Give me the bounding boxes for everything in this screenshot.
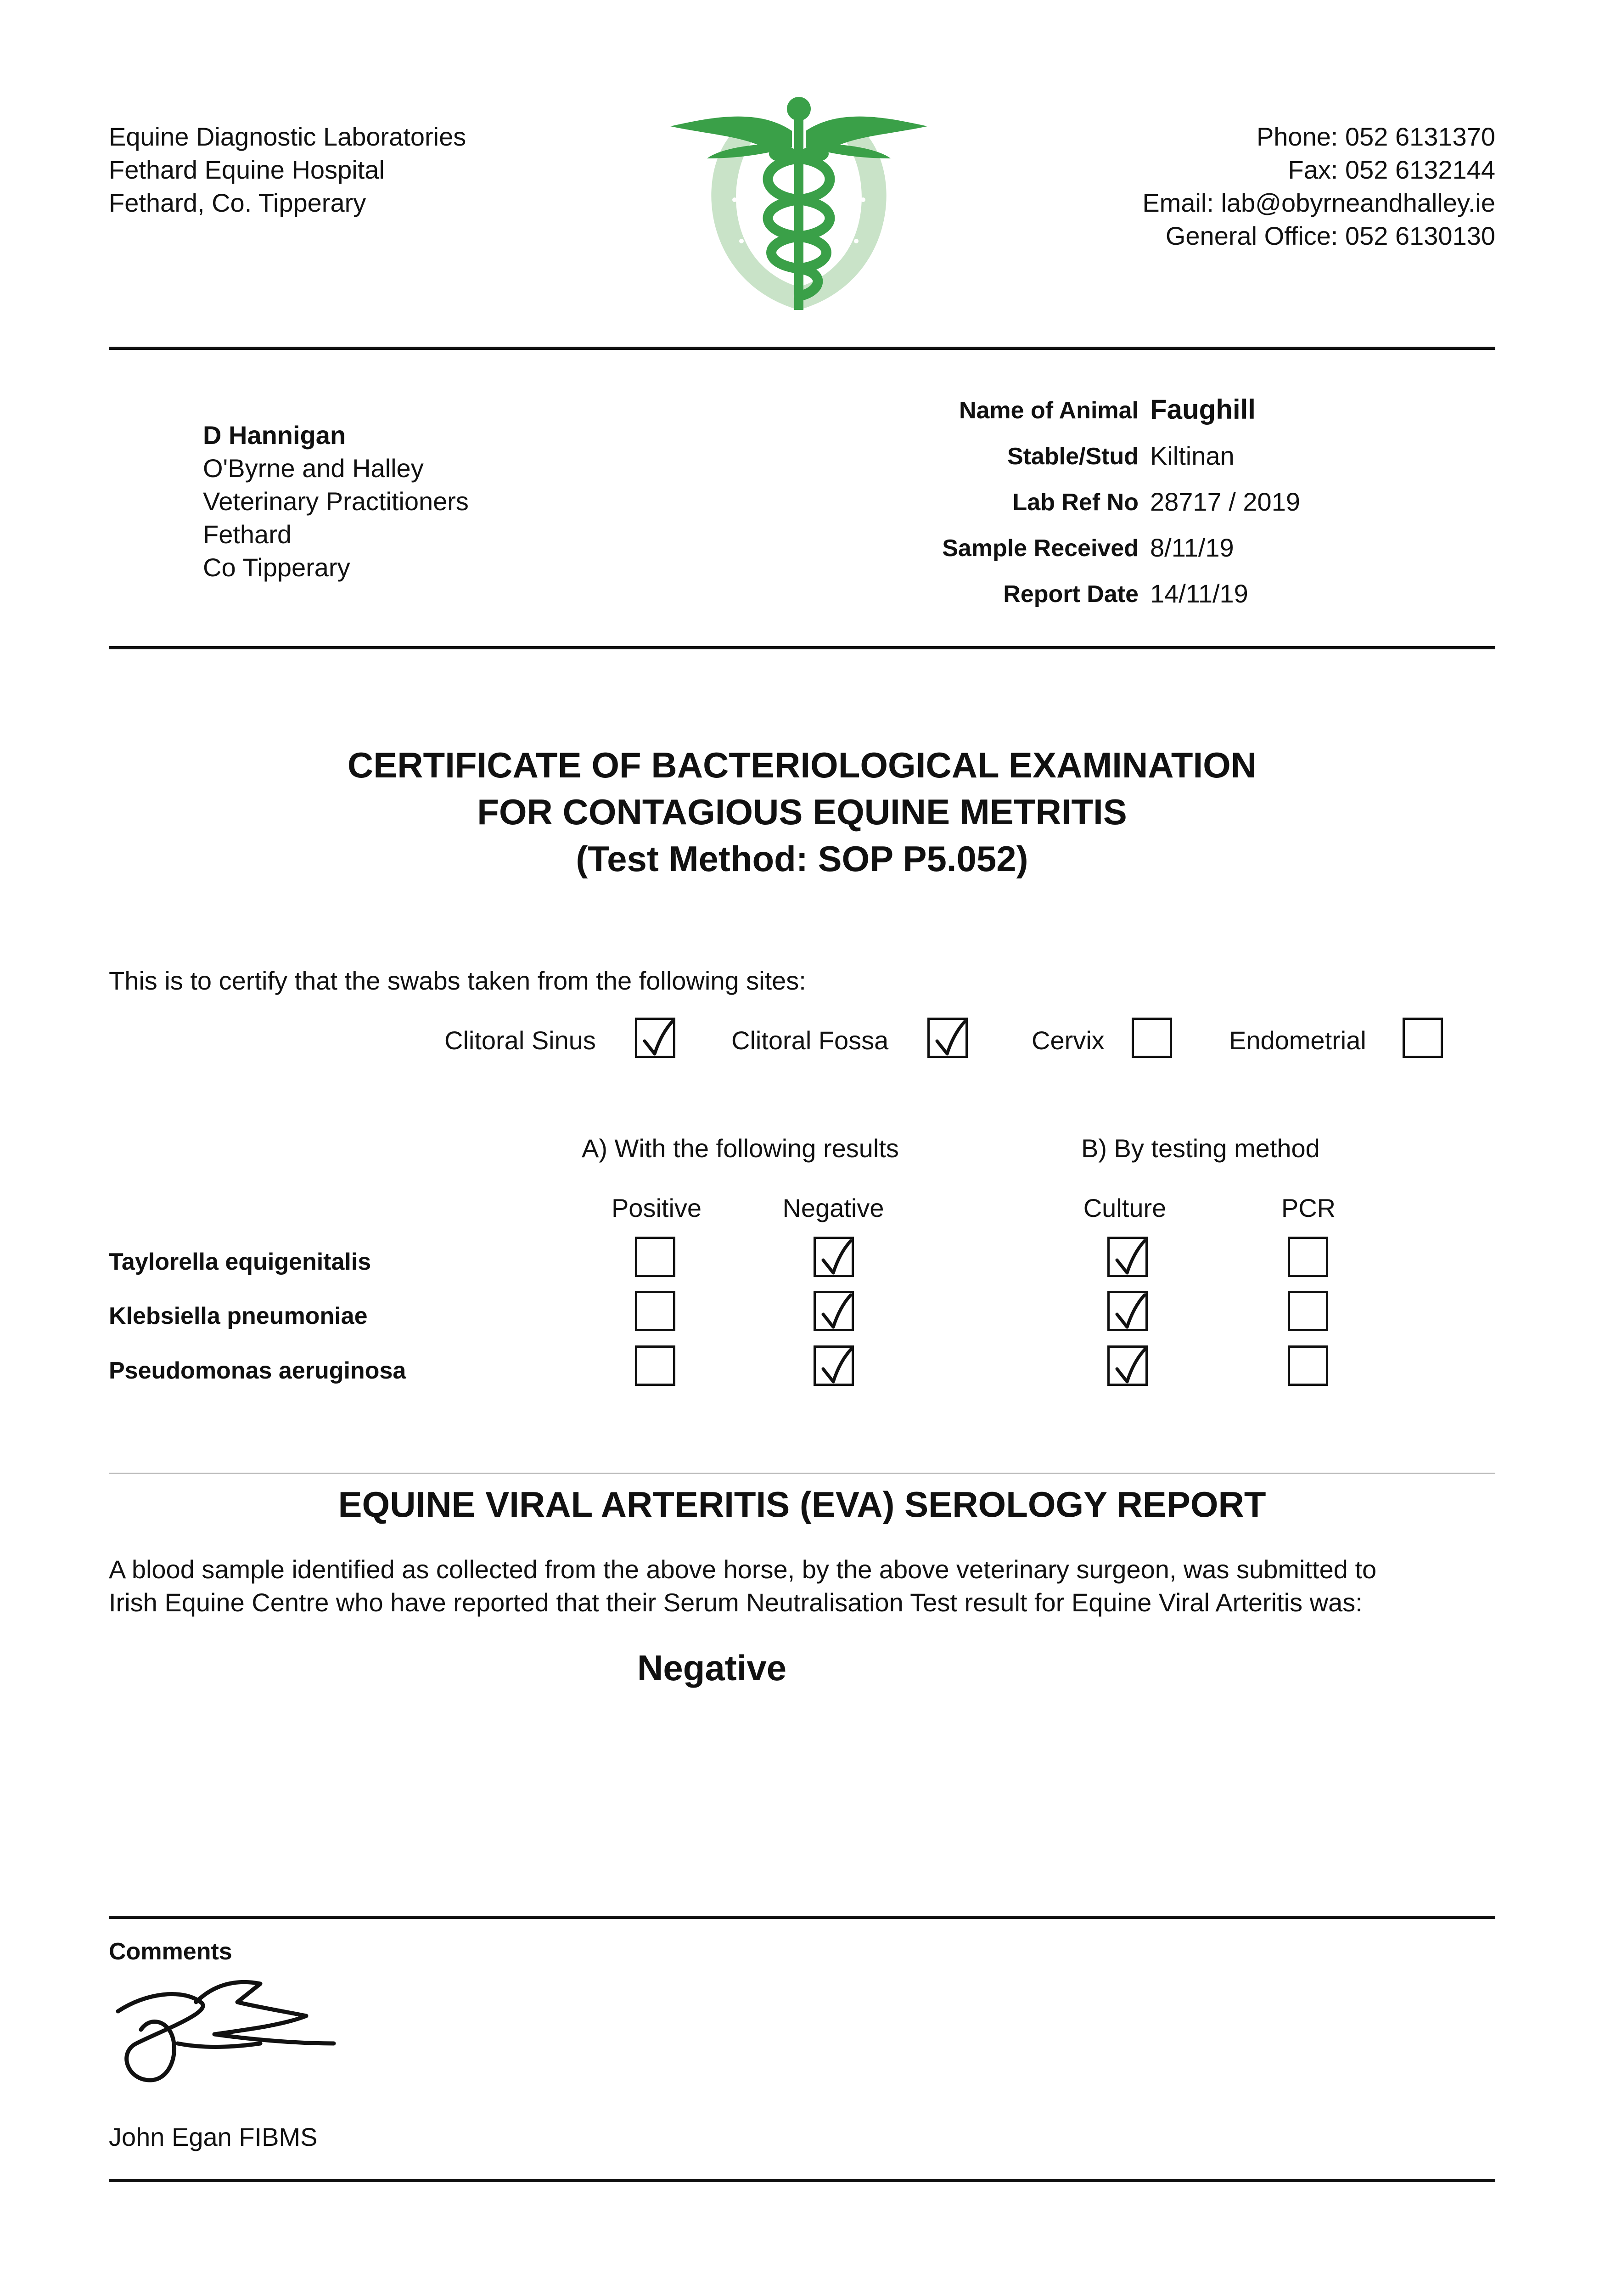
- recipient-line3: Fethard: [203, 520, 292, 549]
- caduceus-logo: [666, 90, 932, 319]
- detail-row: [872, 391, 1469, 437]
- lab-email[interactable]: Email: lab@obyrneandhalley.ie: [1142, 188, 1495, 217]
- detail-label: Sample Received: [942, 535, 1139, 562]
- result-positive-checkbox[interactable]: [635, 1237, 675, 1277]
- site-label-cervix: Cervix: [1032, 1026, 1105, 1055]
- comments-label: Comments: [109, 1938, 232, 1965]
- report-date-value: 14/11/19: [1150, 579, 1248, 608]
- signature: [109, 1975, 348, 2094]
- checkmark-icon: [815, 1345, 856, 1389]
- animal-name: Faughill: [1150, 394, 1256, 425]
- column-culture: Culture: [1083, 1193, 1167, 1222]
- certificate-title-line1: CERTIFICATE OF BACTERIOLOGICAL EXAMINATION: [347, 745, 1257, 785]
- organism-name: Pseudomonas aeruginosa: [109, 1357, 406, 1384]
- column-pcr: PCR: [1281, 1193, 1336, 1222]
- detail-label: Report Date: [1003, 581, 1139, 608]
- site-label-clitoral-fossa: Clitoral Fossa: [731, 1026, 889, 1055]
- eva-description-line2: Irish Equine Centre who have reported that their Serum Neutralisation Test result for Equine Viral Arteritis was:: [109, 1588, 1363, 1617]
- detail-label: Name of Animal: [959, 397, 1139, 424]
- lab-ref-value: 28717 / 2019: [1150, 487, 1300, 516]
- section-divider: [109, 1473, 1495, 1474]
- method-culture-checkbox[interactable]: [1107, 1237, 1148, 1277]
- detail-label: Lab Ref No: [1012, 489, 1139, 516]
- lab-hospital: Fethard Equine Hospital: [109, 155, 385, 184]
- eva-description-line1: A blood sample identified as collected from the above horse, by the above veterinary surgeon, was submitted to: [109, 1555, 1377, 1584]
- comments-divider: [109, 1916, 1495, 1919]
- organism-name: Taylorella equigenitalis: [109, 1249, 371, 1275]
- certificate-title: [109, 742, 1495, 882]
- checkmark-icon: [929, 1017, 970, 1061]
- site-checkbox-clitoral-fossa[interactable]: [927, 1018, 968, 1058]
- method-pcr-checkbox[interactable]: [1288, 1345, 1328, 1386]
- organism-name: Klebsiella pneumoniae: [109, 1303, 368, 1329]
- checkmark-icon: [1109, 1345, 1150, 1389]
- eva-result: Negative: [637, 1648, 787, 1688]
- header-divider: [109, 347, 1495, 350]
- detail-row: [872, 529, 1469, 575]
- method-pcr-checkbox[interactable]: [1288, 1291, 1328, 1331]
- lab-phone: Phone: 052 6131370: [1256, 122, 1495, 151]
- site-label-clitoral-sinus: Clitoral Sinus: [444, 1026, 596, 1055]
- signatory-name: John Egan FIBMS: [109, 2122, 318, 2151]
- detail-row: [872, 483, 1469, 529]
- method-culture-checkbox[interactable]: [1107, 1345, 1148, 1386]
- certificate-intro: This is to certify that the swabs taken from the following sites:: [109, 966, 806, 995]
- site-checkbox-cervix[interactable]: [1132, 1018, 1172, 1058]
- certificate-title-line3: (Test Method: SOP P5.052): [576, 838, 1028, 879]
- checkmark-icon: [1109, 1290, 1150, 1334]
- result-positive-checkbox[interactable]: [635, 1345, 675, 1386]
- method-pcr-checkbox[interactable]: [1288, 1237, 1328, 1277]
- checkmark-icon: [815, 1236, 856, 1280]
- column-negative: Negative: [782, 1193, 884, 1222]
- checkmark-icon: [636, 1017, 678, 1061]
- recipient-line2: Veterinary Practitioners: [203, 487, 469, 516]
- lab-town: Fethard, Co. Tipperary: [109, 188, 366, 217]
- lab-fax: Fax: 052 6132144: [1288, 155, 1495, 184]
- detail-row: [872, 575, 1469, 621]
- result-positive-checkbox[interactable]: [635, 1291, 675, 1331]
- animal-details: [872, 391, 1469, 621]
- lab-name: Equine Diagnostic Laboratories: [109, 122, 466, 151]
- recipient-line4: Co Tipperary: [203, 553, 350, 582]
- eva-description: [109, 1553, 1376, 1619]
- result-negative-checkbox[interactable]: [814, 1345, 854, 1386]
- detail-row: [872, 437, 1469, 483]
- recipient-line1: O'Byrne and Halley: [203, 454, 424, 483]
- certificate-title-line2: FOR CONTAGIOUS EQUINE METRITIS: [477, 792, 1127, 832]
- checkmark-icon: [1109, 1236, 1150, 1280]
- detail-label: Stable/Stud: [1007, 443, 1139, 470]
- footer-divider: [109, 2179, 1495, 2182]
- site-label-endometrial: Endometrial: [1229, 1026, 1366, 1055]
- checkmark-icon: [815, 1290, 856, 1334]
- details-divider: [109, 646, 1495, 649]
- method-heading: B) By testing method: [1081, 1134, 1320, 1163]
- site-checkbox-clitoral-sinus[interactable]: [635, 1018, 675, 1058]
- sample-received-value: 8/11/19: [1150, 533, 1234, 562]
- eva-title: EQUINE VIRAL ARTERITIS (EVA) SEROLOGY REPORT: [338, 1484, 1266, 1525]
- result-negative-checkbox[interactable]: [814, 1291, 854, 1331]
- method-culture-checkbox[interactable]: [1107, 1291, 1148, 1331]
- recipient-address: [203, 419, 469, 584]
- lab-address: [109, 120, 466, 219]
- lab-office-phone: General Office: 052 6130130: [1165, 221, 1495, 250]
- result-negative-checkbox[interactable]: [814, 1237, 854, 1277]
- results-heading: A) With the following results: [582, 1134, 899, 1163]
- column-positive: Positive: [611, 1193, 702, 1222]
- site-checkbox-endometrial[interactable]: [1403, 1018, 1443, 1058]
- lab-contact: [1142, 120, 1495, 253]
- stable-stud-value: Kiltinan: [1150, 441, 1235, 470]
- recipient-name: D Hannigan: [203, 421, 346, 450]
